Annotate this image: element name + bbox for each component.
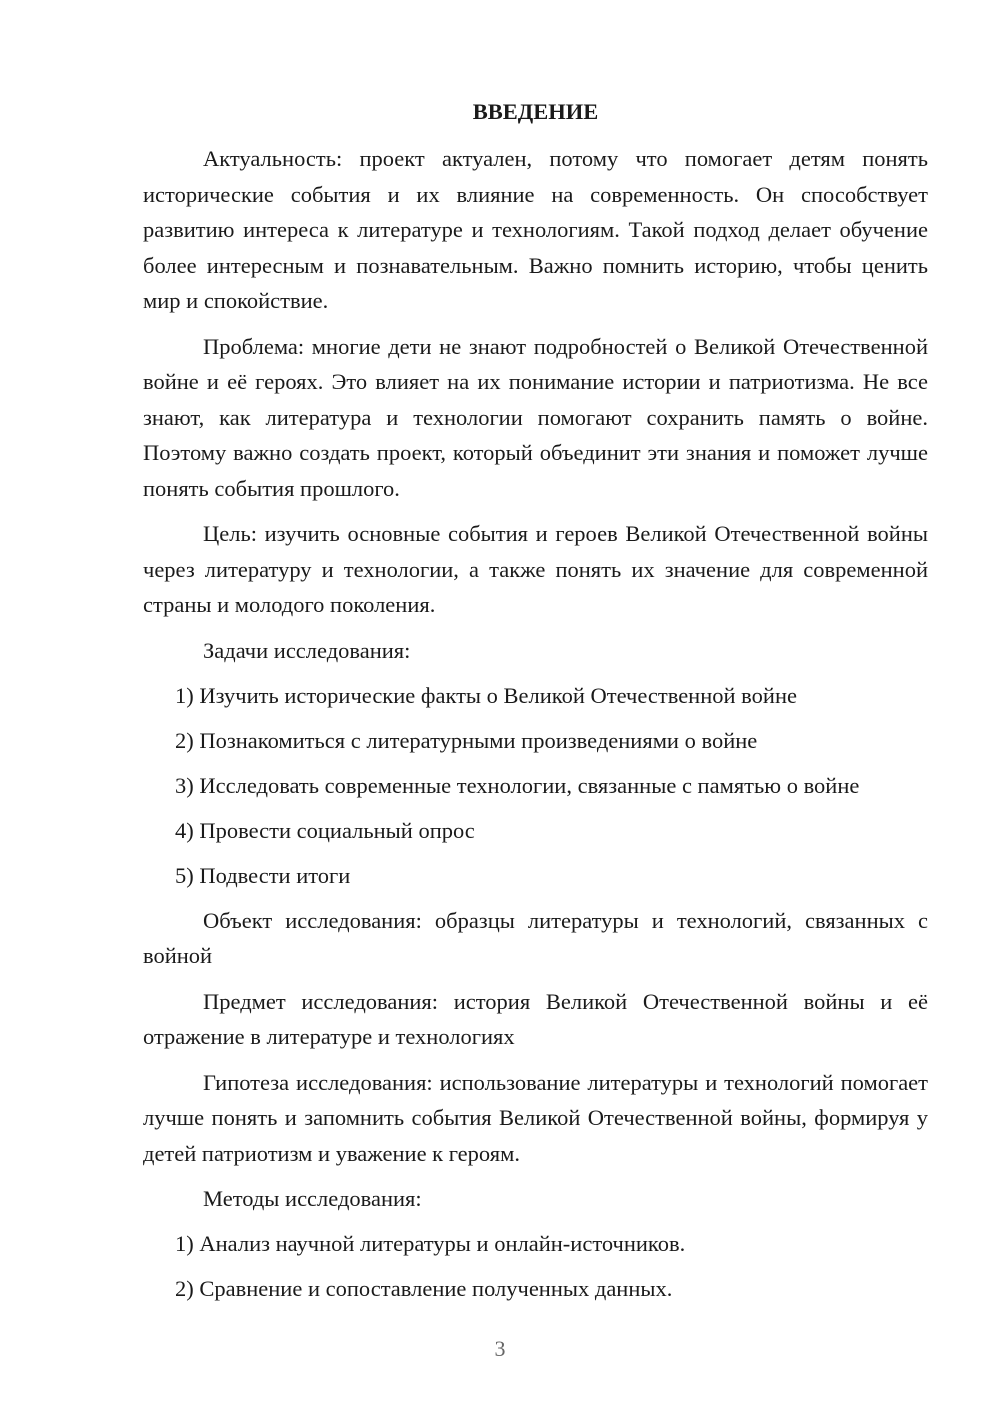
list-item: 2) Познакомиться с литературными произведениями о войне	[175, 727, 758, 753]
list-item: 4) Провести социальный опрос	[175, 817, 475, 843]
subject-paragraph: Предмет исследования: история Великой Отечественной войны и её отражение в литературе и технологиях	[143, 988, 928, 1049]
list-item: 1) Изучить исторические факты о Великой Отечественной войне	[175, 682, 797, 708]
list-item: 2) Сравнение и сопоставление полученных данных.	[175, 1276, 673, 1301]
relevance-paragraph: Актуальность: проект актуален, потому что помогает детям понять исторические события и их влияние на современность. Он способствует развитию интереса к литературе и технологиям. Такой подход делает обучение более интересным и познавательным. Важно помнить историю, чтобы ценить мир и спокойствие.	[143, 146, 928, 313]
goal-paragraph: Цель: изучить основные события и героев Великой Отечественной войны через литературу и технологии, а также понять их значение для современной страны и молодого поколения.	[143, 521, 928, 617]
tasks-heading: Задачи исследования:	[203, 637, 411, 663]
methods-list	[143, 1226, 928, 1306]
list-item: 5) Подвести итоги	[175, 862, 351, 888]
hypothesis-paragraph: Гипотеза исследования: использование литературы и технологий помогает лучше понять и запомнить события Великой Отечественной войны, формируя у детей патриотизм и уважение к героям.	[143, 1069, 928, 1166]
page-number: 3	[494, 1336, 506, 1361]
problem-paragraph: Проблема: многие дети не знают подробностей о Великой Отечественной войне и её героях. Это влияет на их понимание истории и патриотизма. Не все знают, как литература и технологии помогают сохранить память о войне. Поэтому важно создать проект, который объединит эти знания и поможет лучше понять события прошлого.	[143, 333, 928, 501]
section-title: ВВЕДЕНИЕ	[472, 99, 599, 124]
tasks-list	[143, 678, 928, 893]
list-item: 3) Исследовать современные технологии, связанные с памятью о войне	[175, 772, 860, 798]
methods-heading: Методы исследования:	[203, 1186, 422, 1211]
object-paragraph: Объект исследования: образцы литературы и технологий, связанных с войной	[143, 907, 928, 968]
page-content	[143, 94, 928, 1316]
list-item: 1) Анализ научной литературы и онлайн-источников.	[175, 1231, 686, 1256]
